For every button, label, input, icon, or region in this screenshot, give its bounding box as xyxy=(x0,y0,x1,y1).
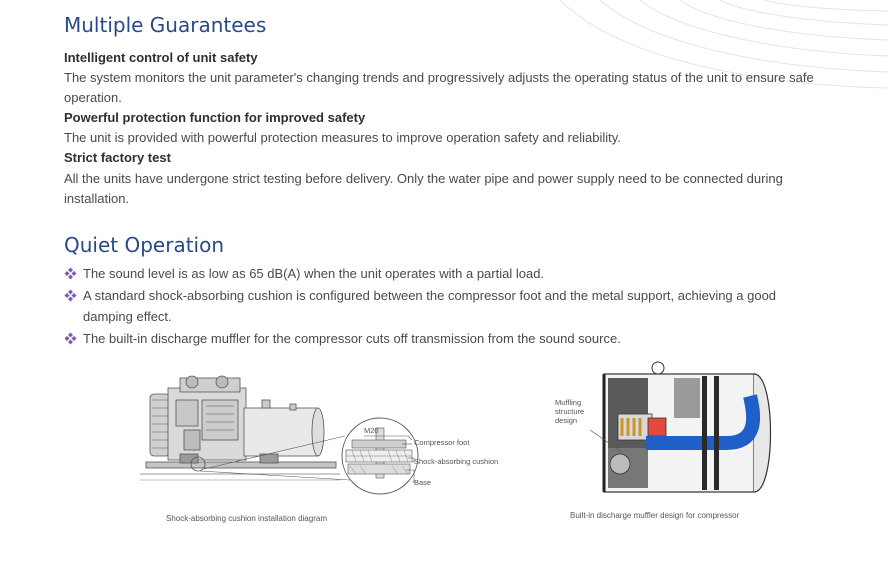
bullet-text: The built-in discharge muffler for the compressor cuts off transmission from the sound source. xyxy=(83,330,621,346)
text-protection: The unit is provided with powerful protection measures to improve operation safety and reliability. xyxy=(64,130,621,145)
cushion-label: Shock-absorbing cushion xyxy=(414,457,499,466)
heading-protection: Powerful protection function for improved safety xyxy=(64,110,366,125)
base-label: Base xyxy=(414,478,432,487)
heading-factory-test: Strict factory test xyxy=(64,150,171,165)
four-diamond-bullet-icon xyxy=(64,289,77,302)
list-item xyxy=(64,263,824,285)
bullet-text: The sound level is as low as 65 dB(A) when the unit operates with a partial load. xyxy=(83,266,545,281)
muffler-design-diagram xyxy=(550,356,780,500)
section-title-guarantees: Multiple Guarantees xyxy=(64,13,267,37)
bolt-label: M20 xyxy=(364,426,379,435)
bullet-text: A standard shock-absorbing cushion is configured between the compressor foot and the metal support, achieving a good damping effect. xyxy=(83,287,777,324)
cushion-installation-diagram xyxy=(140,370,520,500)
list-item xyxy=(64,328,824,350)
text-factory-test: All the units have undergone strict testing before delivery. Only the water pipe and power supply need to be connected during installation. xyxy=(64,171,783,206)
four-diamond-bullet-icon xyxy=(64,267,77,280)
heading-unit-safety: Intelligent control of unit safety xyxy=(64,50,258,65)
muffling-label-line-1: Muffling xyxy=(555,398,582,407)
muffler-illustration xyxy=(604,362,771,492)
quiet-bullet-list xyxy=(64,263,824,349)
compressor-illustration xyxy=(140,376,340,480)
muffling-label-line-3: design xyxy=(555,416,578,425)
muffling-label-line-2: structure xyxy=(555,407,585,416)
list-item xyxy=(64,285,824,328)
cushion-diagram-caption: Shock-absorbing cushion installation diagram xyxy=(166,514,327,523)
section-title-quiet: Quiet Operation xyxy=(64,233,225,257)
cushion-detail-zoom xyxy=(342,418,418,494)
four-diamond-bullet-icon xyxy=(64,332,77,345)
muffler-diagram-caption: Built-in discharge muffler design for compressor xyxy=(570,511,740,520)
text-unit-safety: The system monitors the unit parameter's changing trends and progressively adjusts the operating status of the unit to ensure safe operation. xyxy=(64,70,814,105)
compressor-foot-label: Compressor foot xyxy=(414,438,470,447)
